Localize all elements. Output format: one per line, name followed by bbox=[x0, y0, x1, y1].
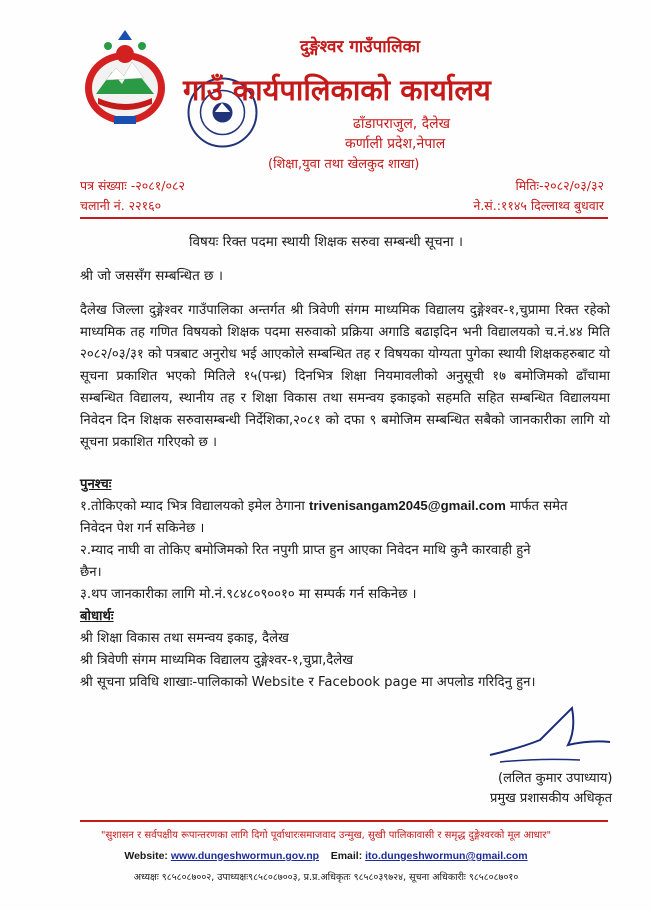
dispatch-number: चलानी नं. २२१६० bbox=[80, 198, 162, 213]
branch-name: (शिक्षा,युवा तथा खेलकुद शाखा) bbox=[268, 157, 420, 172]
letter-subject: विषयः रिक्त पदमा स्थायी शिक्षक सरुवा सम्बन्धी सूचना । bbox=[189, 234, 463, 250]
punashcha-label: पुनश्चः bbox=[80, 477, 112, 492]
note-1-suffix: मार्फत समेत bbox=[510, 499, 568, 514]
signature-icon bbox=[480, 700, 620, 770]
letter-body: दैलेख जिल्ला दुङ्गेश्वर गाउँपालिका अन्तर्गत श्री त्रिवेणी संगम माध्यमिक विद्यालय दुङ्गेश्वर-१,चुप्रामा रिक्त रहेको माध्यमिक तह गणित विषयको शिक्षक पदमा सरुवाको प्रक्रिया अगाडि बढाइदिन भनी विद्यालयको च.नं.४४ मिति २०८२/०३/३१ को पत्रबाट अनुरोध भई आएकोले सम्बन्धित तह र विषयका योग्यता पुगेका स्थायी शिक्षकहरुबाट यो सूचना प्रकाशित भएको मितिले १५(पन्ध्र) दिनभित्र शिक्षा नियमावलीको अनुसूची १७ बमोजिमको ढाँचामा सम्बन्धित विद्यालय, स्थानीय तह र शिक्षा विकास तथा समन्वय इकाइको सहमति सहित सम्बन्धित विद्यालयमा निवेदन दिन शिक्षक सरुवासम्बन्धी निर्देशिका,२०८१ को दफा ९ बमोजिम सम्बन्धित सबैको जानकारीका लागि यो सूचना प्रकाशित गरिएको छ । bbox=[80, 303, 610, 450]
note-1 bbox=[80, 496, 568, 514]
note-1-line-2: निवेदन पेश गर्न सकिनेछ । bbox=[80, 521, 205, 536]
footer-slogan: "सुशासन र सर्वपक्षीय रूपान्तरणका लागि दिगो पूर्वाधारःसमाजवाद उन्मुख, सुखी पालिकावासी र समृद्ध दुङ्गेश्वरको मूल आधार" bbox=[100, 830, 552, 841]
address-line-1: ढाँडापराजुल, दैलेख bbox=[353, 116, 451, 132]
email-link[interactable]: ito.dungeshwormun@gmail.com bbox=[365, 850, 528, 862]
signatory-name: (ललित कुमार उपाध्याय) bbox=[498, 771, 613, 786]
website-label: Website: bbox=[124, 850, 168, 862]
municipality-name: दुङ्गेश्वर गाउँपालिका bbox=[300, 37, 421, 57]
nepal-sambat-date: ने.सं.:११४५ दिल्लाथ्व बुधवार bbox=[473, 198, 604, 213]
cc-item-3: श्री सूचना प्रविधि शाखाः-पालिकाको Website र Facebook page मा अपलोड गरिदिनु हुन। bbox=[80, 675, 536, 690]
office-name: गाउँ कार्यपालिकाको कार्यालय bbox=[183, 73, 491, 107]
note-3: ३.थप जानकारीका लागि मो.नं.९८४८०९००१० मा सम्पर्क गर्न सकिनेछ । bbox=[80, 587, 417, 602]
footer-website-row bbox=[0, 850, 652, 862]
footer-contacts: अध्यक्षः ९८५८०८७००२, उपाध्यक्षः९८५८०८७००३, प्र.प्र.अधिकृतः ९८५८०३९७२४, सूचना अधिकारीः ९८५८०८७०१० bbox=[133, 872, 519, 883]
website-link[interactable]: www.dungeshwormun.gov.np bbox=[170, 850, 320, 862]
letter-number: पत्र संख्याः -२०८१/०८२ bbox=[80, 178, 185, 193]
cc-item-1: श्री शिक्षा विकास तथा समन्वय इकाइ, दैलेख bbox=[80, 631, 289, 646]
cc-item-2: श्री त्रिवेणी संगम माध्यमिक विद्यालय दुङ्गेश्वर-१,चुप्रा,दैलेख bbox=[80, 653, 354, 668]
letter-salutation: श्री जो जससँग सम्बन्धित छ । bbox=[80, 268, 223, 284]
letter-date: मितिः-२०८२/०३/३२ bbox=[515, 178, 604, 193]
note-2-line-2: छैन। bbox=[80, 565, 102, 580]
email-label: Email: bbox=[330, 850, 363, 862]
nepal-emblem-icon bbox=[78, 28, 172, 128]
note-1-prefix: १.तोकिएको म्याद भित्र विद्यालयको इमेल ठेगाना bbox=[80, 499, 305, 514]
header-divider bbox=[80, 217, 608, 219]
cc-label: बोधार्थः bbox=[80, 609, 114, 624]
signatory-title: प्रमुख प्रशासकीय अधिकृत bbox=[490, 791, 613, 806]
note-2-line-1: २.म्याद नाघी वा तोकिए बमोजिमको रित नपुगी प्राप्त हुन आएका निवेदन माथि कुनै कारवाही हुने bbox=[80, 543, 531, 558]
footer-divider bbox=[80, 820, 608, 822]
address-line-2: कर्णाली प्रदेश,नेपाल bbox=[345, 136, 446, 152]
school-email: trivenisangam2045@gmail.com bbox=[309, 498, 506, 513]
